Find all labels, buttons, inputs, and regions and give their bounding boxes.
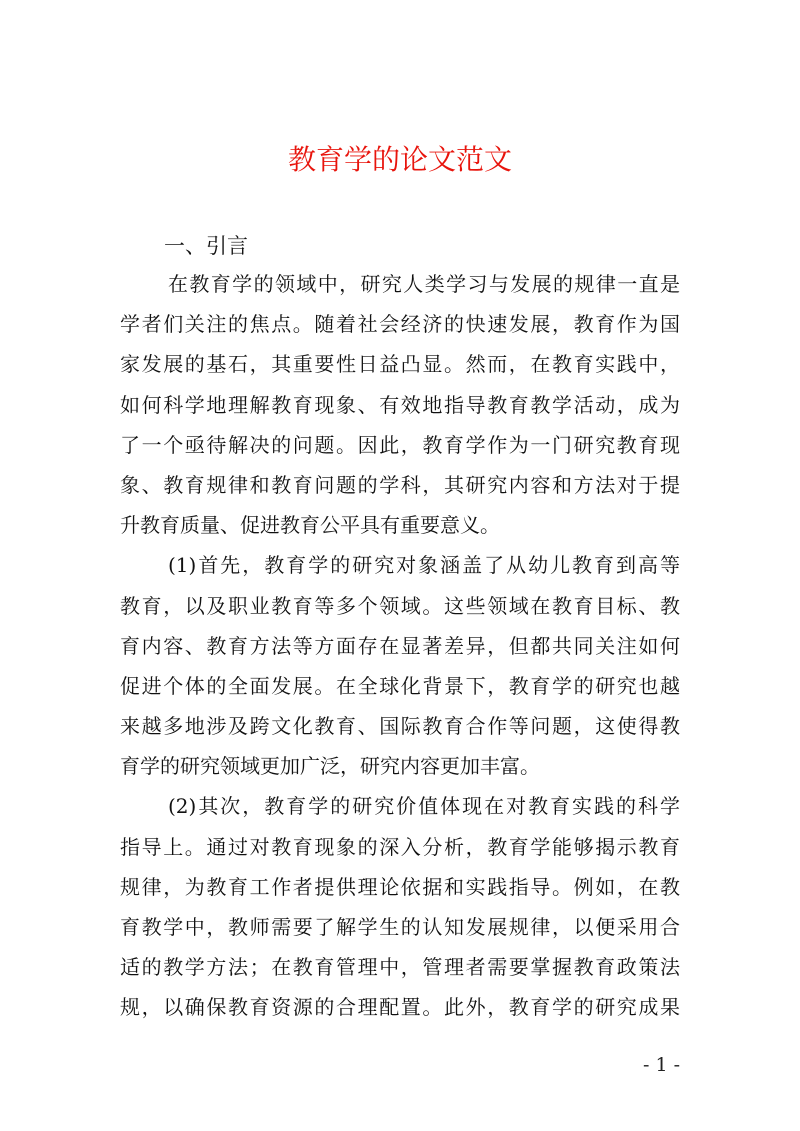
body-text (120, 264, 680, 1028)
paragraph-line: 教育，以及职业教育等多个领域。这些领域在教育目标、教 (120, 593, 680, 618)
paragraph-line: 规，以确保教育资源的合理配置。此外，教育学的研究成果 (120, 995, 680, 1020)
paragraph-intro (120, 264, 680, 545)
paragraph-line: 来越多地涉及跨文化教育、国际教育合作等问题，这使得教 (120, 714, 680, 739)
paragraph-line: 升教育质量、促进教育公平具有重要意义。 (120, 513, 500, 538)
document-title: 教育学的论文范文 (287, 143, 512, 176)
paragraph-point-1 (120, 545, 680, 786)
paragraph-line: 育教学中，教师需要了解学生的认知发展规律，以便采用合 (120, 915, 680, 939)
paragraph-line: 学者们关注的焦点。随着社会经济的快速发展，教育作为国 (120, 312, 680, 337)
paragraph-line: 指导上。通过对教育现象的深入分析，教育学能够揭示教育 (120, 834, 680, 859)
paragraph-line: (1)首先，教育学的研究对象涵盖了从幼儿教育到高等 (168, 553, 680, 578)
paragraph-line: 促进个体的全面发展。在全球化背景下，教育学的研究也越 (120, 673, 680, 698)
paragraph-line: 规律，为教育工作者提供理论依据和实践指导。例如，在教 (120, 874, 680, 899)
page-number: - 1 - (642, 1054, 680, 1076)
paragraph-line: 家发展的基石，其重要性日益凸显。然而，在教育实践中， (120, 352, 680, 377)
paragraph-line: 了一个亟待解决的问题。因此，教育学作为一门研究教育现 (120, 432, 680, 457)
section-heading: 一、引言 (164, 234, 248, 258)
paragraph-line: 如何科学地理解教育现象、有效地指导教育教学活动，成为 (120, 392, 680, 417)
paragraph-point-2 (120, 786, 680, 1027)
paragraph-line: 适的教学方法；在教育管理中，管理者需要掌握教育政策法 (120, 955, 680, 980)
paragraph-line: 象、教育规律和教育问题的学科，其研究内容和方法对于提 (120, 472, 680, 497)
paragraph-line: 育内容、教育方法等方面存在显著差异，但都共同关注如何 (120, 633, 680, 658)
paragraph-line: (2)其次，教育学的研究价值体现在对教育实践的科学 (168, 794, 680, 819)
paragraph-line: 在教育学的领域中，研究人类学习与发展的规律一直是 (168, 272, 680, 296)
paragraph-line: 育学的研究领域更加广泛，研究内容更加丰富。 (120, 754, 540, 779)
